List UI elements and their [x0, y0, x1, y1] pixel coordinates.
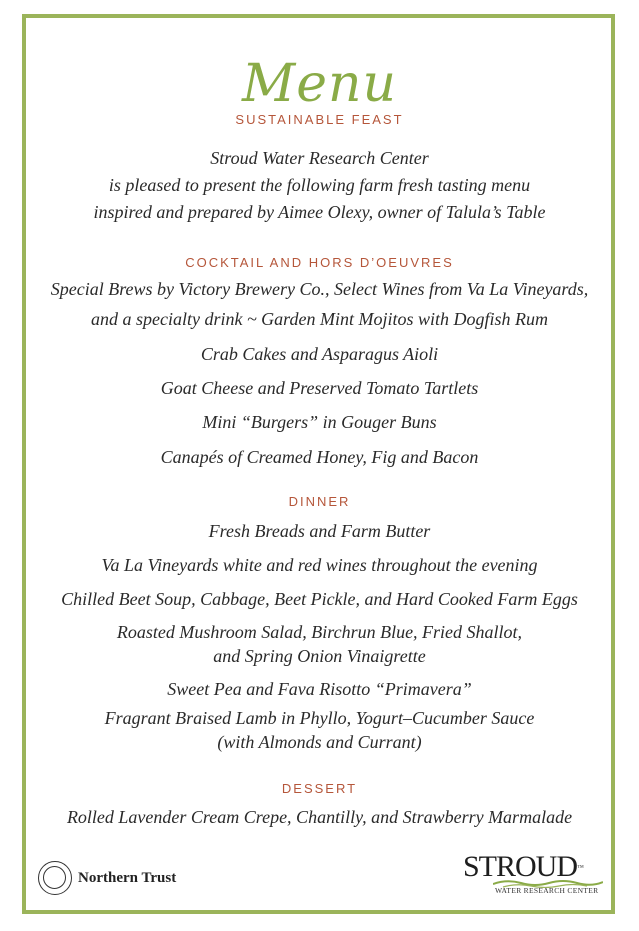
- menu-subtitle: SUSTAINABLE FEAST: [235, 112, 404, 127]
- menu-item: and Spring Onion Vinaigrette: [213, 646, 426, 666]
- intro-line: is pleased to present the following farm fresh tasting menu: [108, 175, 531, 195]
- menu-item: Rolled Lavender Cream Crepe, Chantilly, and Strawberry Marmalade: [66, 807, 573, 827]
- intro-line: inspired and prepared by Aimee Olexy, owner of Talula’s Table: [93, 202, 546, 222]
- intro-line: Stroud Water Research Center: [210, 148, 429, 168]
- menu-item: Mini “Burgers” in Gouger Buns: [202, 412, 437, 432]
- section-heading-dessert: DESSERT: [281, 781, 358, 796]
- menu-item: Fresh Breads and Farm Butter: [208, 521, 431, 541]
- northern-trust-seal-icon: [38, 861, 72, 895]
- menu-item: Roasted Mushroom Salad, Birchrun Blue, Fried Shallot,: [116, 622, 523, 642]
- menu-title: Menu: [242, 54, 397, 114]
- menu-item: Canapés of Creamed Honey, Fig and Bacon: [160, 447, 479, 467]
- northern-trust-name: Northern Trust: [78, 869, 177, 886]
- menu-item: and a specialty drink ~ Garden Mint Mojitos with Dogfish Rum: [90, 309, 549, 329]
- menu-item: Fragrant Braised Lamb in Phyllo, Yogurt–Cucumber Sauce: [104, 708, 535, 728]
- menu-item: Special Brews by Victory Brewery Co., Select Wines from Va La Vineyards,: [50, 279, 589, 299]
- menu-item: Sweet Pea and Fava Risotto “Primavera”: [167, 679, 472, 699]
- menu-item: Chilled Beet Soup, Cabbage, Beet Pickle, and Hard Cooked Farm Eggs: [61, 589, 578, 609]
- northern-trust-logo: [38, 858, 176, 898]
- section-heading-cocktail: COCKTAIL AND HORS D’OEUVRES: [185, 255, 454, 270]
- section-heading-dinner: DINNER: [288, 494, 351, 509]
- stroud-subtitle: WATER RESEARCH CENTER: [495, 886, 599, 895]
- menu-item: Va La Vineyards white and red wines throughout the evening: [101, 555, 538, 575]
- menu-item: Crab Cakes and Asparagus Aioli: [200, 344, 439, 364]
- trademark-mark: ™: [577, 863, 584, 872]
- stroud-logo: [463, 852, 603, 902]
- menu-item: (with Almonds and Currant): [217, 732, 422, 752]
- menu-item: Goat Cheese and Preserved Tomato Tartlets: [160, 378, 479, 398]
- stroud-wordmark: STROUD: [463, 850, 578, 883]
